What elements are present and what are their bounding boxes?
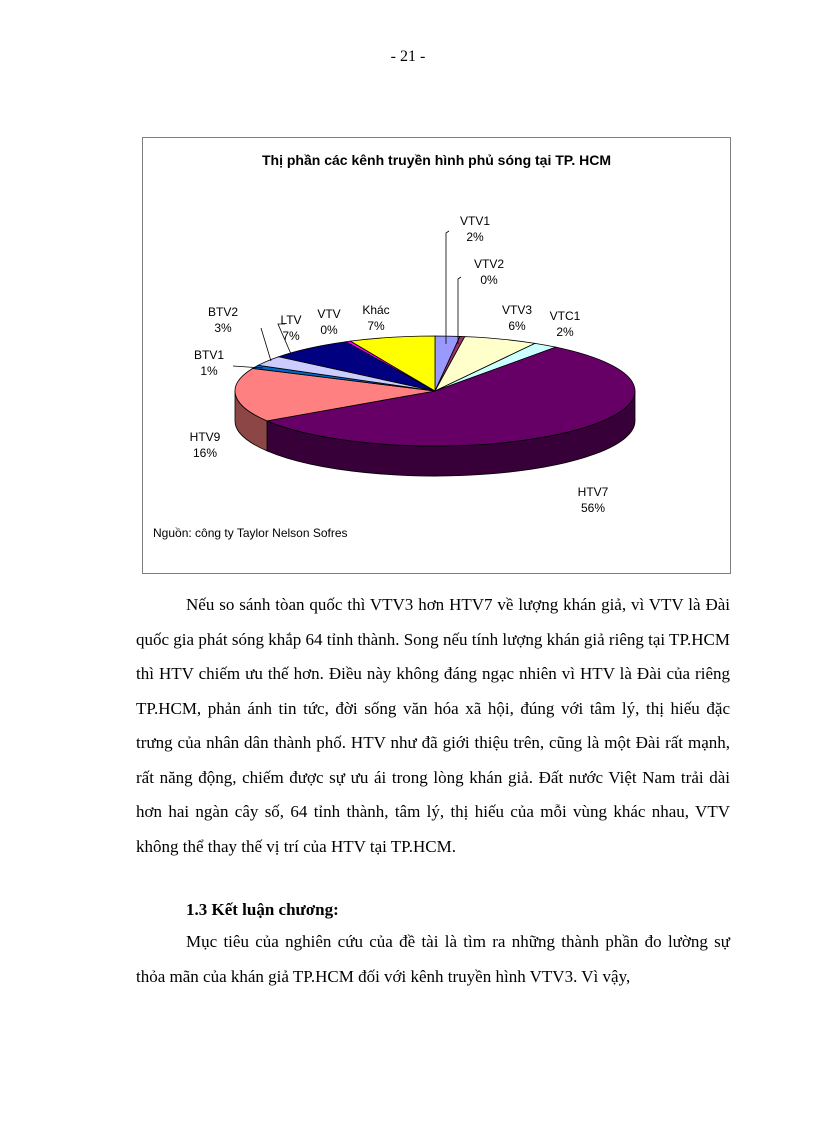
slice-name-khác: Khác bbox=[362, 303, 390, 317]
slice-label-ltv bbox=[280, 313, 301, 343]
body-paragraph-1: Nếu so sánh tòan quốc thì VTV3 hơn HTV7 về lượng khán giả, vì VTV là Đài quốc gia phát sóng khắp 64 tỉnh thành. Song nếu tính lượng khán giả riêng tại TP.HCM thì HTV chiếm ưu thế hơn. Điều này không đáng ngạc nhiên vì HTV là Đài của riêng TP.HCM, phản ánh tin tức, đời sống văn hóa xã hội, đúng với tâm lý, thị hiếu đặc trưng của nhân dân thành phố. HTV như đã giới thiệu trên, cũng là một Đài rất mạnh, rất năng động, chiếm được sự ưu ái trong lòng khán giả. Đất nước Việt Nam trải dài hơn hai ngàn cây số, 64 tỉnh thành, tâm lý, thị hiếu của mỗi vùng khác nhau, VTV không thể thay thế vị trí của HTV tại TP.HCM. bbox=[136, 595, 730, 856]
slice-label-vtv bbox=[317, 307, 340, 337]
slice-name-vtc1: VTC1 bbox=[549, 309, 581, 323]
slice-name-btv2: BTV2 bbox=[207, 305, 239, 319]
slice-name-btv1: BTV1 bbox=[193, 348, 225, 362]
slice-percent-vtv3: 6% bbox=[508, 319, 526, 333]
slice-label-vtv1 bbox=[460, 214, 490, 244]
page-number: - 21 - bbox=[390, 48, 426, 65]
leader-line-btv2 bbox=[261, 328, 271, 361]
slice-name-ltv: LTV bbox=[280, 313, 302, 327]
slice-percent-vtc1: 2% bbox=[556, 325, 574, 339]
slice-label-vtc1 bbox=[550, 309, 581, 339]
slice-percent-btv2: 3% bbox=[214, 321, 232, 335]
pie-chart-plot bbox=[143, 138, 730, 573]
slice-label-htv7 bbox=[578, 485, 609, 515]
slice-label-vtv3 bbox=[502, 303, 532, 333]
slice-percent-ltv: 7% bbox=[282, 329, 300, 343]
slice-name-vtv: VTV bbox=[317, 307, 341, 321]
slice-percent-vtv: 0% bbox=[320, 323, 338, 337]
slice-label-htv9 bbox=[190, 430, 221, 460]
chart-source: Nguồn: công ty Taylor Nelson Sofres bbox=[153, 526, 348, 540]
slice-name-htv9: HTV9 bbox=[189, 430, 221, 444]
slice-label-vtv2 bbox=[474, 257, 504, 287]
slice-percent-htv9: 16% bbox=[192, 446, 218, 460]
slice-percent-btv1: 1% bbox=[200, 364, 218, 378]
slice-name-htv7: HTV7 bbox=[577, 485, 609, 499]
leader-line-vtv1 bbox=[446, 231, 449, 344]
chart-title: Thị phần các kênh truyền hình phủ sóng tại TP. HCM bbox=[262, 152, 611, 168]
slice-name-vtv3: VTV3 bbox=[501, 303, 533, 317]
pie-chart bbox=[142, 137, 731, 574]
slice-percent-vtv1: 2% bbox=[466, 230, 484, 244]
slice-label-btv2 bbox=[208, 305, 238, 335]
slice-name-vtv2: VTV2 bbox=[473, 257, 505, 271]
slice-label-btv1 bbox=[194, 348, 224, 378]
leader-line-vtv2 bbox=[458, 277, 461, 344]
section-heading: 1.3 Kết luận chương: bbox=[186, 900, 339, 919]
body-paragraph-2: Mục tiêu của nghiên cứu của đề tài là tìm ra những thành phần đo lường sự thỏa mãn của khán giả TP.HCM đối với kênh truyền hình VTV3. Vì vậy, bbox=[136, 932, 730, 986]
slice-label-khác bbox=[362, 303, 389, 333]
slice-percent-htv7: 56% bbox=[580, 501, 606, 515]
slice-name-vtv1: VTV1 bbox=[459, 214, 491, 228]
slice-percent-vtv2: 0% bbox=[480, 273, 498, 287]
slice-percent-khác: 7% bbox=[367, 319, 385, 333]
